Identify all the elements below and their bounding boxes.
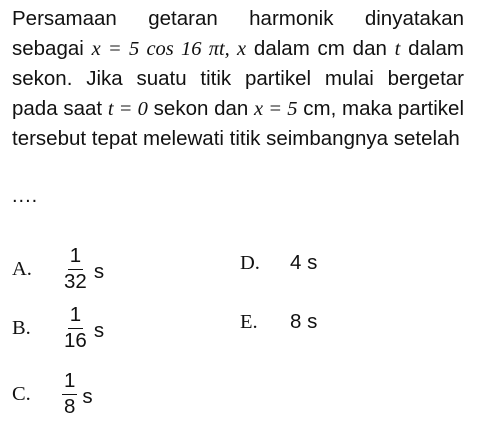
option-d-value: 4 s bbox=[290, 251, 318, 274]
question-paragraph bbox=[12, 4, 464, 154]
option-a-numerator: 1 bbox=[68, 246, 83, 270]
question-part-2: dalam cm dan bbox=[246, 36, 395, 60]
option-c-unit: s bbox=[82, 385, 93, 408]
option-c-denominator: 8 bbox=[64, 394, 76, 418]
option-c[interactable] bbox=[12, 371, 93, 417]
condition-t: t = 0 bbox=[107, 97, 148, 120]
option-d-letter: D. bbox=[240, 251, 260, 274]
option-d[interactable] bbox=[240, 251, 317, 275]
question-part-3: dalam sekon. Jika suatu titik partikel mulai bergetar pada saat bbox=[12, 36, 465, 120]
option-a-unit: s bbox=[93, 260, 105, 283]
option-a-fraction bbox=[62, 246, 89, 292]
condition-x: x = 5 bbox=[254, 97, 298, 120]
option-c-numerator: 1 bbox=[62, 371, 77, 395]
question-part-1: Persamaan getaran harmonik dinyatakan sebagai bbox=[12, 7, 464, 60]
option-b-unit: s bbox=[93, 319, 105, 342]
option-a[interactable] bbox=[12, 246, 104, 292]
answer-blank: .... bbox=[12, 185, 39, 207]
option-c-letter: C. bbox=[12, 382, 31, 405]
option-b-numerator: 1 bbox=[68, 305, 83, 329]
option-b[interactable] bbox=[12, 305, 104, 351]
option-b-letter: B. bbox=[12, 316, 31, 339]
option-e[interactable] bbox=[240, 310, 317, 334]
option-e-letter: E. bbox=[240, 310, 258, 333]
option-c-fraction bbox=[62, 371, 77, 417]
option-b-denominator: 16 bbox=[64, 328, 87, 352]
option-b-fraction bbox=[62, 305, 89, 351]
variable-t: t bbox=[394, 37, 401, 60]
option-e-value: 8 s bbox=[290, 310, 318, 333]
question-part-4: sekon dan bbox=[147, 96, 255, 120]
option-a-denominator: 32 bbox=[64, 269, 87, 293]
question-text bbox=[12, 4, 464, 154]
question-part-5: cm, maka partikel tersebut tepat melewati titik seimbangnya setelah bbox=[12, 96, 464, 151]
option-a-letter: A. bbox=[12, 257, 32, 280]
equation: x = 5 cos 16 πt, x bbox=[91, 37, 247, 60]
